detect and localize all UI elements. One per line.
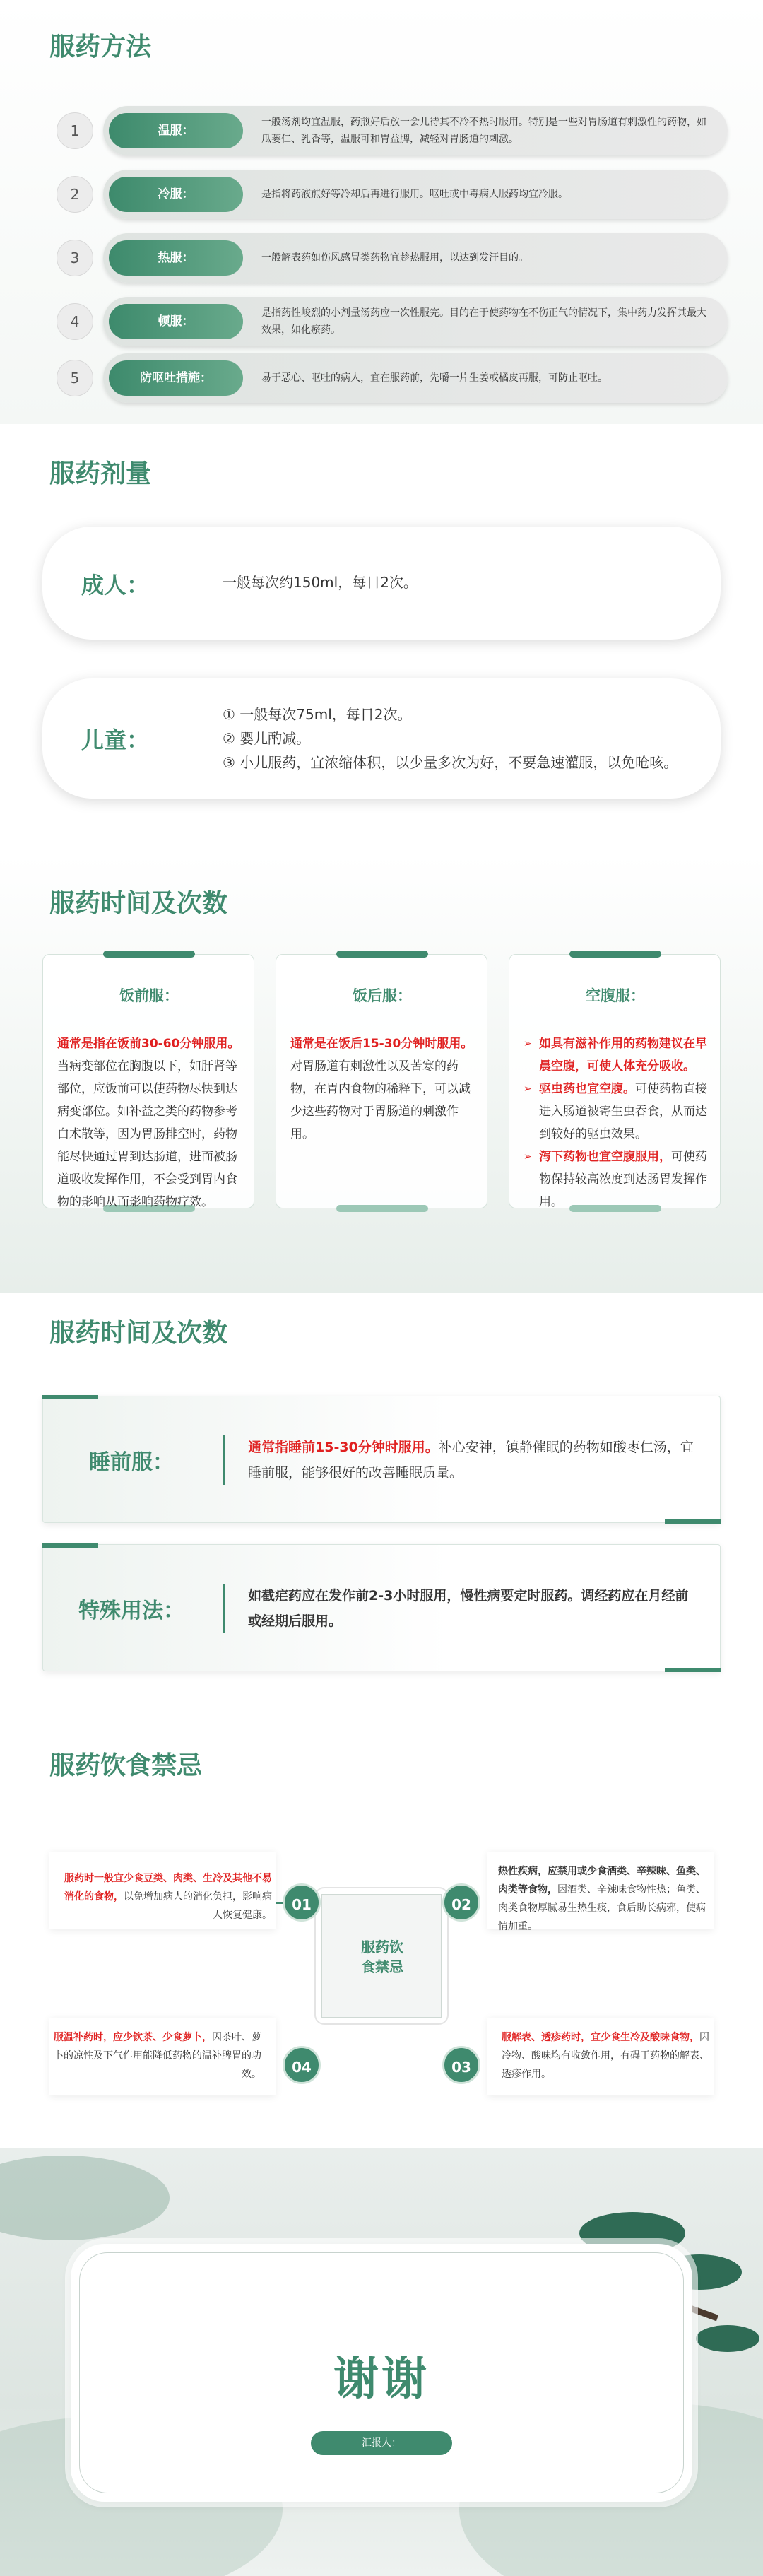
- method-label: 冷服：: [109, 177, 243, 212]
- center-label: 服药饮 食禁忌: [361, 1939, 403, 1975]
- row-number: 2: [57, 176, 93, 213]
- method-text: 是指将药液煎好等冷却后再进行服用。呕吐或中毒病人服药均宜冷服。: [261, 189, 568, 200]
- bedtime-text: [248, 1435, 700, 1486]
- method-row: [57, 353, 728, 403]
- child-line: ② 婴儿酌减。: [223, 730, 311, 747]
- method-label: 热服：: [109, 240, 243, 276]
- presenter-pill: 汇报人：: [311, 2431, 452, 2455]
- pine-leaves: [696, 2325, 759, 2352]
- bedtime-label: 睡前服：: [89, 1450, 174, 1475]
- bedtime-body: 补心安神，镇静催眠的药物如酸枣仁汤，宜睡前服，能够很好的改善睡眠质量。: [248, 1440, 694, 1481]
- adult-text: 一般每次约150ml，每日2次。: [223, 574, 418, 591]
- taboo-text-01: [60, 1869, 272, 1924]
- method-text: 一般汤剂均宜温服，药煎好后放一会儿待其不冷不热时服用。特别是一些对胃肠道有刺激性的药物，如瓜蒌仁、乳香等，温服可和胃益脾，减轻对胃肠道的刺激。: [261, 117, 706, 145]
- corner-accent: [665, 1519, 721, 1524]
- section-title: 服药时间及次数: [49, 1319, 228, 1348]
- child-text: [223, 702, 678, 775]
- divider: [223, 1435, 225, 1485]
- method-text: 易于恶心、呕吐的病人，宜在服药前，先嚼一片生姜或橘皮再服，可防止呕吐。: [261, 372, 608, 384]
- row-number: 5: [57, 360, 93, 396]
- card-title: 饭后服：: [353, 987, 412, 1004]
- taboo-body: 因酒类、辛辣味食物性热；鱼类、肉类食物厚腻易生热生痰，食后助长病邪，使病情加重。: [498, 1884, 706, 1932]
- taboo-text-03: [502, 2028, 714, 2083]
- special-usage-card: [42, 1544, 721, 1671]
- child-line: ① 一般每次75ml，每日2次。: [223, 706, 412, 723]
- row-number: 1: [57, 112, 93, 149]
- item-text: 可使药物直接进入肠道被寄生虫吞食，从而达到较好的驱虫效果。: [539, 1082, 707, 1141]
- card-body: [290, 1033, 475, 1146]
- section-title: 服药方法: [49, 33, 152, 61]
- method-row: [57, 106, 728, 155]
- section-timing: [0, 855, 763, 1293]
- taboo-number: 01: [283, 1883, 321, 1922]
- child-label: 儿童：: [81, 727, 150, 753]
- card-title: 空腹服：: [586, 987, 645, 1004]
- taboo-highlight: 服温补药时，应少饮茶、少食萝卜，: [54, 2032, 212, 2043]
- bedtime-card: [42, 1396, 721, 1523]
- taboo-body: 因冷物、酸味均有收敛作用，有碍于药物的解表、透疹作用。: [502, 2032, 709, 2080]
- taboo-text-02: [498, 1862, 710, 1936]
- method-text: 是指药性峻烈的小剂量汤药应一次性服完。目的在于使药物在不伤正气的情况下，集中药力发挥其最大效果，如化瘀药。: [261, 307, 706, 336]
- method-label: 顿服：: [109, 304, 243, 339]
- row-number: 3: [57, 240, 93, 276]
- special-label: 特殊用法：: [78, 1599, 184, 1623]
- card-text: 对胃肠道有刺激性以及苦寒的药物，在胃内食物的稀释下，可以减少这些药物对于胃肠道的刺激作用。: [290, 1059, 471, 1141]
- list-item: [524, 1033, 709, 1078]
- child-line: ③ 小儿服药，宜浓缩体积，以少量多次为好，不要急速灌服，以免呛咳。: [223, 754, 678, 771]
- taboo-number: 02: [442, 1883, 480, 1922]
- method-label: 温服：: [109, 113, 243, 148]
- item-text: 可使药物保持较高浓度到达肠胃发挥作用。: [539, 1150, 707, 1209]
- section-timing-2: [0, 1293, 763, 1717]
- taboo-text-04: [49, 2028, 261, 2083]
- bedtime-highlight: 通常指睡前15-30分钟时服用。: [248, 1440, 439, 1455]
- card-list: [524, 1033, 709, 1213]
- section-title: 服药时间及次数: [49, 889, 228, 918]
- card-body: [57, 1033, 242, 1213]
- section-diet-taboo: [0, 1717, 763, 2148]
- divider: [223, 1584, 225, 1633]
- taboo-highlight: 服解表、透疹药时，宜少食生冷及酸味食物，: [502, 2032, 699, 2043]
- card-tab: [103, 951, 195, 958]
- method-label: 防呕吐措施：: [109, 360, 243, 396]
- taboo-highlight: 热性疾病，应禁用或少食酒类、辛辣味、鱼类、肉类等食物，: [498, 1866, 706, 1895]
- thanks-card: [71, 2244, 692, 2502]
- list-item: [524, 1146, 709, 1213]
- taboo-number: 04: [283, 2046, 321, 2084]
- taboo-body: 以免增加病人的消化负担，影响病人恢复健康。: [124, 1891, 272, 1921]
- taboo-body: 因茶叶、萝卜的凉性及下气作用能降低药物的温补脾胃的功效。: [54, 2032, 261, 2080]
- adult-dosage-card: [42, 527, 721, 640]
- item-highlight: 泻下药物也宜空腹服用，: [539, 1150, 671, 1164]
- method-text: 一般解表药如伤风感冒类药物宜趁热服用，以达到发汗目的。: [261, 252, 528, 264]
- card-text: 当病变部位在胸腹以下，如肝肾等部位，应饭前可以使药物尽快到达病变部位。如补益之类的药物参考白术散等，因为胃肠排空时，药物能尽快通过胃到达肠道，进而被肠道吸收发挥作用，不会受到胃内食物的影响从而影响药物疗效。: [57, 1059, 237, 1209]
- section-thanks: [0, 2148, 763, 2576]
- card-title: 饭前服：: [119, 987, 179, 1004]
- child-dosage-card: [42, 678, 721, 799]
- item-highlight: 驱虫药也宜空腹。: [539, 1082, 635, 1096]
- item-highlight: 如具有滋补作用的药物建议在早晨空腹，可使人体充分吸收。: [539, 1037, 707, 1074]
- taboo-highlight: 服药时一般宜少食豆类、肉类、生冷及其他不易消化的食物，: [64, 1873, 272, 1902]
- adult-label: 成人：: [81, 572, 150, 599]
- corner-accent: [42, 1395, 98, 1399]
- method-row: [57, 233, 728, 283]
- section-method: [0, 0, 763, 424]
- section-dosage: [0, 424, 763, 855]
- special-text: 如截疟药应在发作前2-3小时服用，慢性病要定时服药。调经药应在月经前或经期后服用。: [248, 1588, 689, 1629]
- method-row: [57, 297, 728, 346]
- thanks-title: 谢谢: [333, 2353, 430, 2406]
- section-title: 服药饮食禁忌: [49, 1751, 203, 1780]
- row-number: 4: [57, 303, 93, 340]
- timing-card-after-meal: [276, 954, 487, 1208]
- center-box: [321, 1894, 442, 2018]
- card-tab: [336, 1205, 428, 1212]
- taboo-number: 03: [442, 2046, 480, 2084]
- timing-card-empty-stomach: [509, 954, 721, 1208]
- card-highlight: 通常是指在饭前30-60分钟服用。: [57, 1037, 240, 1051]
- card-highlight: 通常是在饭后15-30分钟时服用。: [290, 1037, 473, 1051]
- pine-decoration: [0, 2156, 170, 2240]
- card-tab: [336, 951, 428, 958]
- list-item: [524, 1078, 709, 1146]
- corner-accent: [665, 1668, 721, 1672]
- card-tab: [569, 951, 661, 958]
- corner-accent: [42, 1543, 98, 1548]
- section-title: 服药剂量: [49, 459, 152, 488]
- timing-card-before-meal: [42, 954, 254, 1208]
- method-row: [57, 170, 728, 219]
